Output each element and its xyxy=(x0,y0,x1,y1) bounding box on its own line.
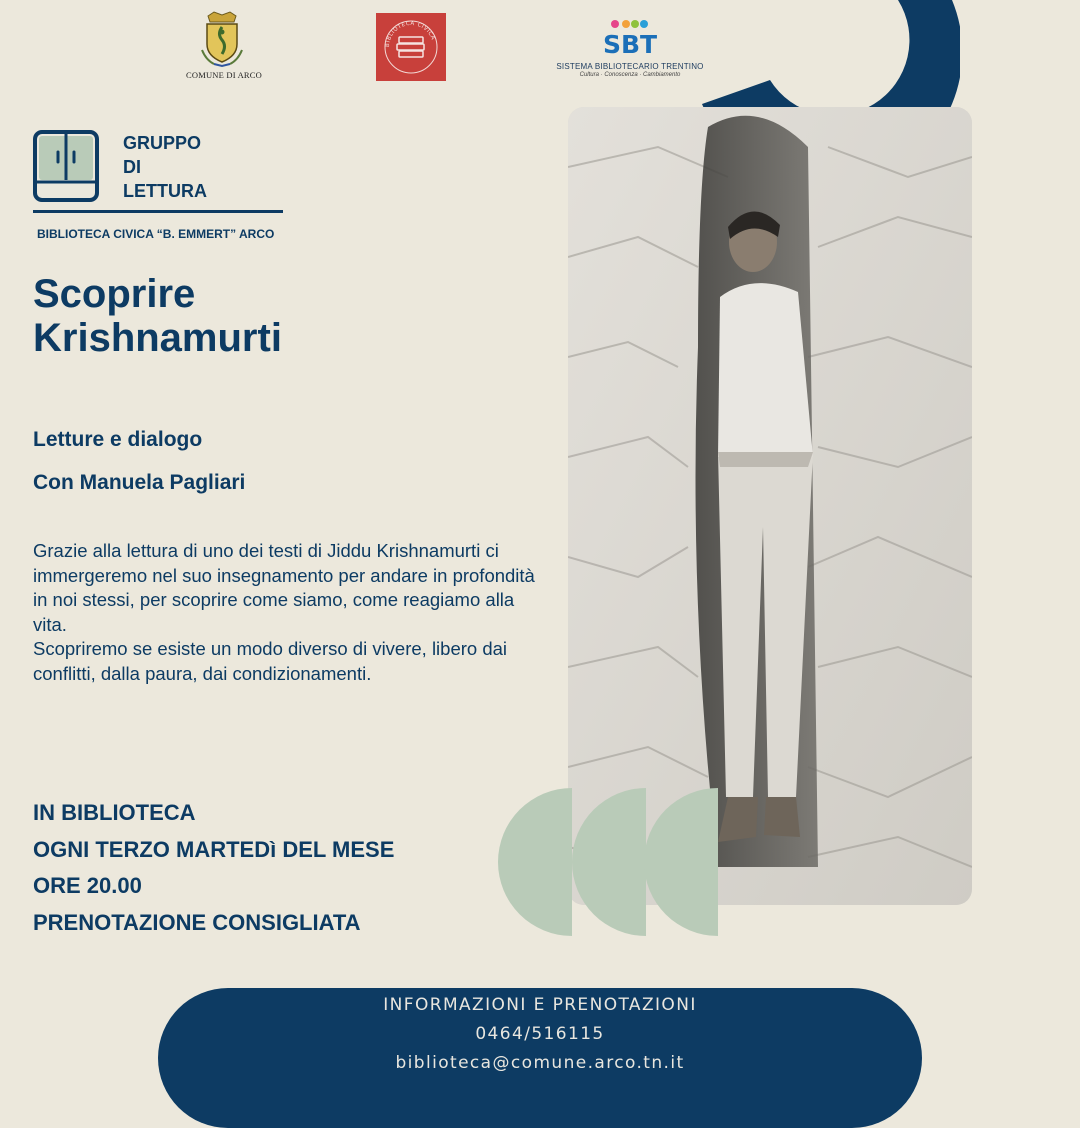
comune-caption: COMUNE DI ARCO xyxy=(186,70,263,80)
footer-contacts xyxy=(158,991,922,1078)
event-title xyxy=(33,272,513,360)
sbt-name: SISTEMA BIBLIOTECARIO TRENTINO xyxy=(556,62,704,71)
schedule-line: PRENOTAZIONE CONSIGLIATA xyxy=(33,909,361,935)
footer-heading: INFORMAZIONI E PRENOTAZIONI xyxy=(383,995,697,1015)
biblioteca-ring-text: BIBLIOTECA CIVICA xyxy=(384,20,436,48)
comune-di-arco-logo xyxy=(186,10,263,84)
library-books-logo xyxy=(376,13,446,81)
event-title-line: Krishnamurti xyxy=(33,316,282,360)
group-title-line: LETTURA xyxy=(123,181,207,201)
event-subtitle: Letture e dialogo xyxy=(33,428,203,451)
schedule-line: OGNI TERZO MARTEDì DEL MESE xyxy=(33,836,395,862)
sbt-mark-icon xyxy=(602,18,658,56)
group-title-line: GRUPPO xyxy=(123,133,202,153)
footer-phone[interactable]: 0464/516115 xyxy=(475,1024,605,1044)
sbt-logo xyxy=(555,18,705,78)
event-description xyxy=(33,539,543,686)
event-schedule xyxy=(33,795,394,941)
biblioteca-civica-logo xyxy=(376,13,446,81)
krishnamurti-photo xyxy=(568,107,972,905)
group-title xyxy=(123,131,283,203)
event-host: Con Manuela Pagliari xyxy=(33,471,246,494)
portrait-photo-image xyxy=(568,107,972,905)
footer-email[interactable]: biblioteca@comune.arco.tn.it xyxy=(395,1053,685,1073)
description-paragraph: Grazie alla lettura di uno dei testi di Jiddu Krishnamurti ci immergeremo nel suo insegnamento per andare in profondità in noi stessi, per scoprire come siamo, come reagiamo alla vita. xyxy=(33,540,535,635)
decorative-quote-shapes xyxy=(498,788,720,936)
divider xyxy=(33,210,283,213)
schedule-line: ORE 20.00 xyxy=(33,873,142,898)
coat-of-arms-icon xyxy=(200,10,244,68)
schedule-line: IN BIBLIOTECA xyxy=(33,800,196,825)
cabinet-icon xyxy=(33,130,99,202)
library-name: BIBLIOTECA CIVICA “B. EMMERT” ARCO xyxy=(37,227,275,241)
sbt-tagline: Cultura · Conoscenza · Cambiamento xyxy=(579,72,681,78)
description-paragraph: Scopriremo se esiste un modo diverso di vivere, libero dai conflitti, dalla paura, dai condizionamenti. xyxy=(33,638,508,684)
group-title-line: DI xyxy=(123,157,141,177)
event-title-line: Scoprire xyxy=(33,272,196,316)
sbt-mark-text: SBT xyxy=(602,30,658,56)
